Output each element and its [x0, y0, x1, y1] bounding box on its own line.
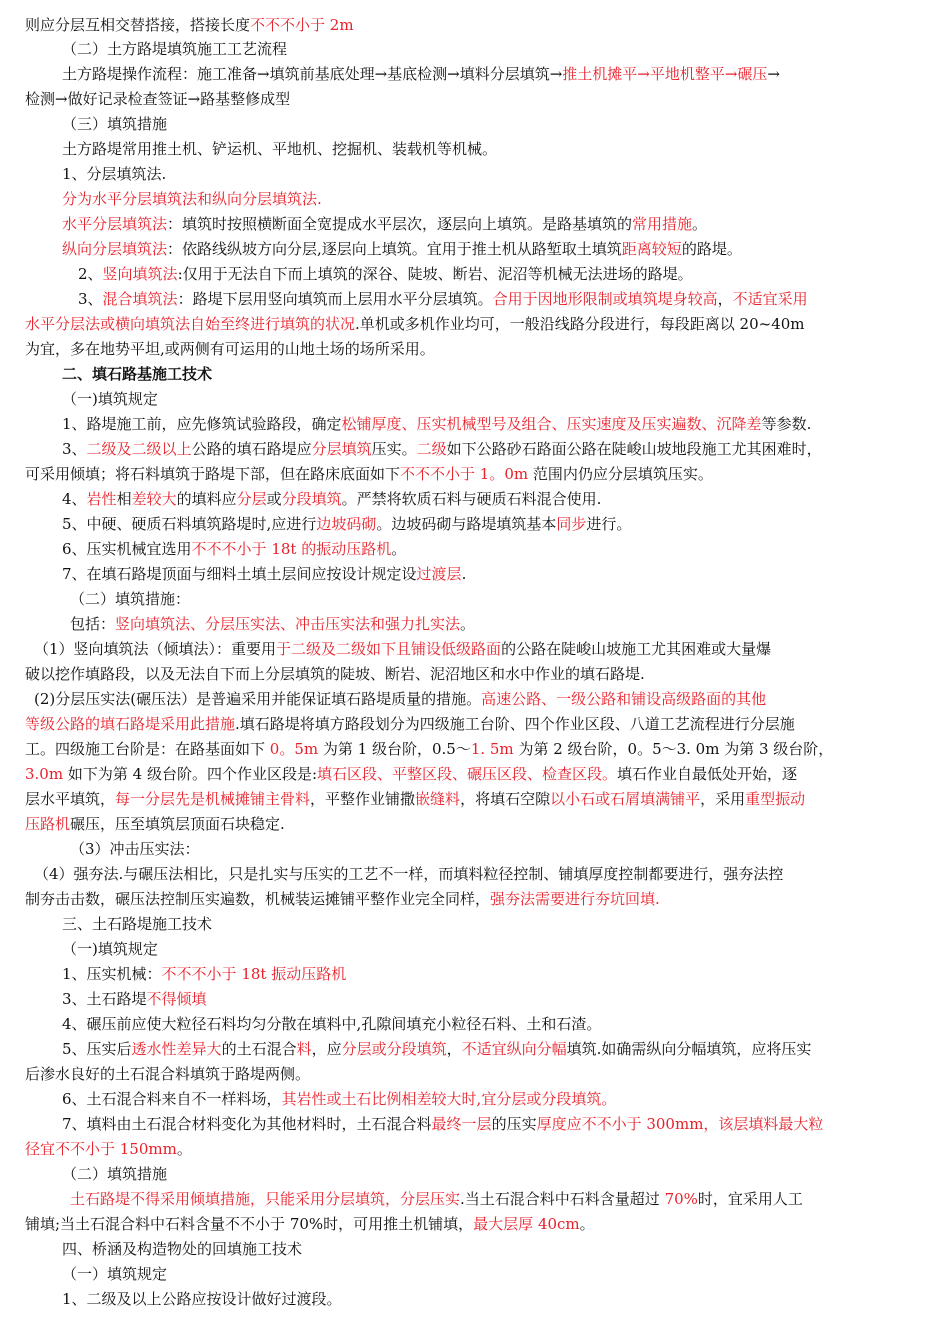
text-line: [0, 912, 950, 937]
highlighted-text: 差较大: [131, 490, 177, 508]
highlighted-text: 常用措施: [632, 215, 693, 233]
text-segment: ，应: [311, 1040, 342, 1058]
text-segment: 破以挖作填路段，以及无法自下而上分层填筑的陡坡、断岩、泥沼地区和水中作业的填石路堤.: [25, 665, 645, 683]
text-line: [0, 762, 950, 787]
text-line: [0, 812, 950, 837]
text-segment: 检测→做好记录检查签证→路基整修成型: [25, 90, 291, 108]
text-segment: 工。四级施工台阶是：在路基面如下: [25, 740, 270, 758]
text-segment: 时，宜采用人工: [697, 1190, 803, 1208]
text-segment: 1、分层填筑法.: [62, 165, 167, 183]
text-line: [0, 87, 950, 112]
text-line: [0, 387, 950, 412]
text-segment: 为第 1 级台阶，0.5～: [318, 740, 471, 758]
text-line: [0, 287, 950, 312]
highlighted-text: 过渡层: [416, 565, 462, 583]
text-line: [0, 862, 950, 887]
text-segment: 。严禁将软质石料与硬质石料混合使用.: [341, 490, 602, 508]
text-segment: 如下为第 4 级台阶。四个作业区段是:: [63, 765, 317, 783]
highlighted-text: 最终一层: [431, 1115, 492, 1133]
highlighted-text: 以小石或石屑填满铺平: [550, 790, 701, 808]
text-segment: 4、碾压前应使大粒径石料均匀分散在填料中,孔隙间填充小粒径石料、土和石渣。: [62, 1015, 602, 1033]
highlighted-text: 分层: [236, 490, 267, 508]
text-segment: ：依路线纵坡方向分层,逐层向上填筑。宜用于推土机从路堑取土填筑: [167, 240, 622, 258]
text-segment: ，: [717, 290, 733, 308]
text-segment: 则应分层互相交替搭接，搭接长度: [25, 16, 251, 34]
highlighted-text: 竖向填筑法、分层压实法、冲击压实法和强力扎实法: [115, 615, 461, 633]
highlighted-text: 距离较短: [621, 240, 682, 258]
text-segment: 的路堤。: [681, 240, 742, 258]
highlighted-text: 不不不小于 1。0m: [400, 465, 529, 483]
highlighted-text: 岩性: [86, 490, 117, 508]
highlighted-text: 纵向分层填筑法: [62, 240, 168, 258]
text-line: [0, 62, 950, 87]
text-line: [0, 1087, 950, 1112]
text-line: [0, 612, 950, 637]
text-line: [0, 1012, 950, 1037]
text-segment: 。边坡码砌与路堤填筑基本: [376, 515, 557, 533]
text-line: [0, 1037, 950, 1062]
text-line: [0, 37, 950, 62]
highlighted-text: 分层填筑: [311, 440, 372, 458]
highlighted-text: 每一分层先是机械摊铺主骨料: [115, 790, 311, 808]
text-segment: 或: [266, 490, 282, 508]
highlighted-text: 1. 5m: [470, 740, 514, 758]
text-segment: .填石路堤将填方路段划分为四级施工台阶、四个作业区段、八道工艺流程进行分层施: [235, 715, 795, 733]
text-line: [0, 337, 950, 362]
text-line: [0, 512, 950, 537]
text-line: [0, 637, 950, 662]
highlighted-text: 二级及二级以上: [86, 440, 192, 458]
text-segment: 三、土石路堤施工技术: [62, 915, 213, 933]
text-segment: 包括：: [70, 615, 116, 633]
text-line: [0, 937, 950, 962]
highlighted-text: 不适宜采用: [732, 290, 808, 308]
text-segment: 铺填;当土石混合料中石料含量不不小于 70%时，可用推土机铺填，: [25, 1215, 474, 1233]
text-segment: （1）竖向填筑法（倾填法）：重要用: [34, 640, 277, 658]
text-line: [0, 712, 950, 737]
highlighted-text: 3.0m: [25, 765, 64, 783]
highlighted-text: 水平分层填筑法: [62, 215, 168, 233]
text-line: [0, 687, 950, 712]
highlighted-text: 推土机摊平→平地机整平→碾压: [562, 65, 768, 83]
highlighted-text: 最大层厚 40cm: [473, 1215, 580, 1233]
highlighted-text: 径宜不不小于 150mm: [25, 1140, 177, 1158]
highlighted-text: 强夯法需要进行夯坑回填.: [490, 890, 660, 908]
highlighted-text: 不得倾填: [146, 990, 207, 1008]
highlighted-text: 水平分层法或横向填筑法自始至终进行填筑的状况: [25, 315, 356, 333]
text-line: [0, 837, 950, 862]
text-line: [0, 262, 950, 287]
text-segment: 可采用倾填；将石料填筑于路堤下部，但在路床底面如下: [25, 465, 401, 483]
text-segment: 压实。: [371, 440, 417, 458]
text-segment: （3）冲击压实法：: [70, 840, 200, 858]
text-segment: （4）强夯法.与碾压法相比，只是扎实与压实的工艺不一样，而填料粒径控制、铺填厚度控制都要进行，强夯法控: [34, 865, 784, 883]
text-segment: 如下公路砂石路面公路在陡峻山坡地段施工尤其困难时，: [446, 440, 822, 458]
text-line: [0, 1062, 950, 1087]
text-line: [0, 1137, 950, 1162]
text-segment: 二、填石路基施工技术: [62, 365, 213, 383]
text-segment: 2、: [78, 265, 103, 283]
text-line: [0, 737, 950, 762]
text-line: [0, 1162, 950, 1187]
text-segment: ：填筑时按照横断面全宽提成水平层次，逐层向上填筑。是路基填筑的: [167, 215, 633, 233]
text-segment: ，: [446, 1040, 462, 1058]
text-line: [0, 412, 950, 437]
text-segment: .单机或多机作业均可，一般沿线路分段进行，每段距离以 20~40m: [355, 315, 805, 333]
text-line: [0, 1112, 950, 1137]
text-line: [0, 1237, 950, 1262]
highlighted-text: 嵌缝料: [415, 790, 461, 808]
text-segment: 范围内仍应分层填筑压实。: [528, 465, 713, 483]
text-line: [0, 787, 950, 812]
highlighted-text: 于二级及二级如下且铺设低级路面: [276, 640, 502, 658]
text-segment: 1、二级及以上公路应按设计做好过渡段。: [62, 1290, 342, 1308]
text-segment: 等参数.: [761, 415, 812, 433]
text-segment: 6、压实机械宜选用: [62, 540, 192, 558]
highlighted-text: 二级: [416, 440, 447, 458]
text-line: [0, 13, 950, 38]
text-segment: （二）土方路堤填筑施工工艺流程: [62, 40, 288, 58]
highlighted-text: 合用于因地形限制或填筑堤身较高: [492, 290, 718, 308]
highlighted-text: 0。5m: [269, 740, 319, 758]
text-segment: 相: [116, 490, 132, 508]
text-line: [0, 212, 950, 237]
text-line: [0, 1212, 950, 1237]
text-segment: 填筑.如确需纵向分幅填筑，应将压实: [566, 1040, 812, 1058]
text-segment: （二）填筑措施：: [70, 590, 191, 608]
text-segment: 。: [692, 215, 708, 233]
text-segment: （二）填筑措施: [62, 1165, 168, 1183]
text-segment: 5、中硬、硬质石料填筑路堤时,应进行: [62, 515, 317, 533]
text-segment: 层水平填筑，: [25, 790, 116, 808]
text-segment: ，采用: [700, 790, 746, 808]
text-line: [0, 487, 950, 512]
highlighted-text: 松铺厚度、压实机械型号及组合、压实速度及压实遍数、沉降差: [341, 415, 762, 433]
text-segment: 填石作业自最低处开始，逐: [617, 765, 798, 783]
text-segment: 为宜，多在地势平坦,或两侧有可运用的山地土场的场所采用。: [25, 340, 435, 358]
highlighted-text: 70%: [664, 1190, 698, 1208]
highlighted-text: 土石路堤不得采用倾填措施，只能采用分层填筑，分层压实: [70, 1190, 461, 1208]
text-segment: 7、在填石路堤顶面与细料土填土层间应按设计规定设: [62, 565, 417, 583]
text-line: [0, 312, 950, 337]
text-line: [0, 1287, 950, 1312]
text-segment: 进行。: [586, 515, 632, 533]
highlighted-text: 等级公路的填石路堤采用此措施: [25, 715, 236, 733]
text-segment: （一)填筑规定: [62, 940, 158, 958]
text-segment: 。: [176, 1140, 192, 1158]
highlighted-text: 高速公路、一级公路和铺设高级路面的其他: [481, 690, 767, 708]
text-segment: ：路堤下层用竖向填筑而上层用水平分层填筑。: [177, 290, 493, 308]
text-line: [0, 162, 950, 187]
text-segment: 7、填料由土石混合材料变化为其他材料时，土石混合料: [62, 1115, 432, 1133]
text-segment: (2)分层压实法(碾压法）是普遍采用并能保证填石路堤质量的措施。: [34, 690, 482, 708]
text-line: [0, 362, 950, 387]
text-line: [0, 537, 950, 562]
text-segment: （三）填筑措施: [62, 115, 168, 133]
text-line: [0, 462, 950, 487]
text-line: [0, 237, 950, 262]
highlighted-text: 其岩性或土石比例相差较大时,宜分层或分段填筑。: [281, 1090, 617, 1108]
text-segment: 的土石混合: [221, 1040, 297, 1058]
highlighted-text: 分为水平分层填筑法和纵向分层填筑法.: [62, 190, 322, 208]
text-segment: 制夯击击数，碾压法控制压实遍数，机械装运摊铺平整作业完全同样，: [25, 890, 491, 908]
text-segment: ，平整作业铺撒: [310, 790, 416, 808]
text-segment: 。: [391, 540, 407, 558]
text-segment: .当土石混合料中石料含量超过: [460, 1190, 665, 1208]
text-line: [0, 987, 950, 1012]
text-segment: →: [767, 65, 780, 83]
text-segment: 6、土石混合料来自不一样料场，: [62, 1090, 282, 1108]
text-segment: 4、: [62, 490, 87, 508]
text-segment: 的填料应: [176, 490, 237, 508]
highlighted-text: 压路机: [25, 815, 71, 833]
text-segment: 3、土石路堤: [62, 990, 147, 1008]
highlighted-text: 混合填筑法: [102, 290, 178, 308]
text-line: [0, 187, 950, 212]
text-segment: 3、: [78, 290, 103, 308]
text-line: [0, 562, 950, 587]
text-line: [0, 437, 950, 462]
text-segment: 土方路堤操作流程：施工准备→填筑前基底处理→基底检测→填料分层填筑→: [62, 65, 563, 83]
highlighted-text: 重型振动: [745, 790, 806, 808]
highlighted-text: 料: [296, 1040, 312, 1058]
text-line: [0, 662, 950, 687]
text-segment: 5、压实后: [62, 1040, 132, 1058]
highlighted-text: 不不不小于 2m: [250, 16, 354, 34]
highlighted-text: 边坡码砌: [316, 515, 377, 533]
text-segment: 四、桥涵及构造物处的回填施工技术: [62, 1240, 303, 1258]
text-segment: 土方路堤常用推土机、铲运机、平地机、挖掘机、装载机等机械。: [62, 140, 498, 158]
text-segment: 。: [579, 1215, 595, 1233]
text-line: [0, 1262, 950, 1287]
text-segment: 1、压实机械：: [62, 965, 162, 983]
highlighted-text: 填石区段、平整区段、碾压区段、检查区段。: [317, 765, 618, 783]
text-line: [0, 887, 950, 912]
text-segment: 的压实: [491, 1115, 537, 1133]
highlighted-text: 不适宜纵向分幅: [461, 1040, 567, 1058]
text-segment: 后渗水良好的土石混合料填筑于路堤两侧。: [25, 1065, 311, 1083]
text-segment: :仅用于无法自下而上填筑的深谷、陡坡、断岩、泥沼等机械无法进场的路堤。: [177, 265, 693, 283]
highlighted-text: 分层或分段填筑: [341, 1040, 447, 1058]
text-line: [0, 137, 950, 162]
text-segment: 1、路堤施工前，应先修筑试验路段，确定: [62, 415, 342, 433]
text-segment: .: [461, 565, 467, 583]
text-line: [0, 962, 950, 987]
highlighted-text: 厚度应不不小于 300mm，该层填料最大粒: [536, 1115, 824, 1133]
highlighted-text: 不不不小于 18t 的振动压路机: [191, 540, 392, 558]
highlighted-text: 透水性差异大: [131, 1040, 222, 1058]
text-segment: 的公路在陡峻山坡施工尤其困难或大量爆: [501, 640, 772, 658]
text-segment: 为第 2 级台阶，0。5～3. 0m 为第 3 级台阶，: [513, 740, 834, 758]
text-segment: 公路的填石路堤应: [191, 440, 312, 458]
text-segment: （一)填筑规定: [62, 390, 158, 408]
text-segment: 3、: [62, 440, 87, 458]
text-segment: 。: [460, 615, 476, 633]
text-line: [0, 112, 950, 137]
text-line: [0, 587, 950, 612]
text-segment: 碾压，压至填筑层顶面石块稳定.: [70, 815, 285, 833]
highlighted-text: 分段填筑: [281, 490, 342, 508]
highlighted-text: 同步: [556, 515, 587, 533]
highlighted-text: 不不不小于 18t 振动压路机: [161, 965, 347, 983]
highlighted-text: 竖向填筑法: [102, 265, 178, 283]
text-segment: ，将填石空隙: [460, 790, 551, 808]
text-segment: （一）填筑规定: [62, 1265, 168, 1283]
text-line: [0, 1187, 950, 1212]
